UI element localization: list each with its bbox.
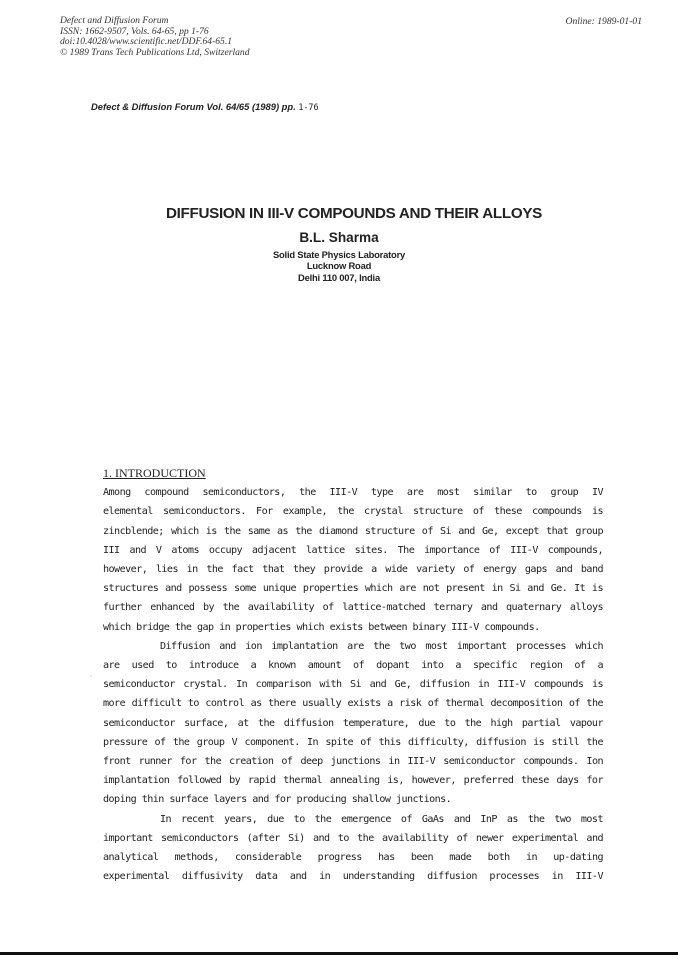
text-line: further enhanced by the availability of lattice-matched ternary and quaternary alloys — [103, 602, 603, 614]
paper-title: DIFFUSION IN III-V COMPOUNDS AND THEIR ALLOYS — [165, 205, 543, 222]
text-line: front runner for the creation of deep junctions in III-V semiconductor compounds. Ion — [103, 756, 603, 768]
text-line: important semiconductors (after Si) and to the availability of newer experimental and — [103, 832, 603, 844]
text-line: doping thin surface layers and for producing shallow junctions. — [103, 794, 452, 806]
section-heading: 1. INTRODUCTION — [103, 466, 206, 480]
title-block — [0, 205, 678, 283]
online-date: Online: 1989-01-01 — [565, 16, 642, 27]
citation-text: Defect & Diffusion Forum Vol. 64/65 (1989) pp. — [91, 101, 296, 112]
text-line: which bridge the gap in properties which exists between binary III-V compounds. — [103, 621, 540, 633]
text-line: pressure of the group V component. In spite of this difficulty, diffusion is still the — [103, 736, 603, 748]
text-line: more difficult to control as there usually exists a risk of thermal decomposition of the — [103, 698, 603, 710]
doi-line[interactable]: doi:10.4028/www.scientific.net/DDF.64-65.1 — [60, 36, 233, 48]
margin-mark: , — [90, 671, 92, 678]
text-line: In recent years, due to the emergence of GaAs and InP as the two most — [160, 813, 603, 825]
author-name: B.L. Sharma — [299, 230, 379, 245]
issn-line: ISSN: 1662-9507, Vols. 64-65, pp 1-76 — [60, 25, 209, 37]
copyright-line: © 1989 Trans Tech Publications Ltd, Switzerland — [60, 46, 250, 58]
text-line: analytical methods, considerable progress has been made both in up-dating — [103, 852, 603, 864]
text-line: Diffusion and ion implantation are the two most important processes which — [160, 640, 603, 652]
journal-citation — [91, 101, 319, 112]
text-line: zincblende; which is the same as the diamond structure of Si and Ge, except that group — [103, 525, 603, 537]
body-text — [103, 464, 603, 886]
text-line: Among compound semiconductors, the III-V type are most similar to group IV — [103, 487, 603, 499]
affiliation-line: Lucknow Road — [306, 260, 372, 272]
affiliation — [0, 249, 678, 283]
text-line: III and V atoms occupy adjacent lattice sites. The importance of III-V compounds, — [103, 544, 603, 556]
text-line: semiconductor surface, at the diffusion temperature, due to the high partial vapour — [103, 717, 603, 729]
affiliation-line: Delhi 110 007, India — [298, 271, 380, 283]
affiliation-line: Solid State Physics Laboratory — [272, 249, 406, 260]
text-line: elemental semiconductors. For example, the crystal structure of these compounds is — [103, 506, 603, 518]
journal-name: Defect and Diffusion Forum — [60, 15, 169, 26]
text-line: experimental diffusivity data and in understanding diffusion processes in III-V — [103, 871, 603, 883]
text-line: however, lies in the fact that they provide a wide variety of energy gaps and band — [103, 564, 603, 576]
citation-pages: 1-76 — [298, 102, 319, 112]
text-line: semiconductor crystal. In comparison with Si and Ge, diffusion in III-V compounds is — [103, 679, 603, 691]
text-line: structures and possess some unique properties which are not present in Si and Ge. It is — [103, 583, 603, 595]
page-bottom-rule — [0, 952, 678, 955]
publication-header — [60, 16, 250, 58]
text-line: are used to introduce a known amount of dopant into a specific region of a — [103, 660, 603, 672]
text-line: implantation followed by rapid thermal annealing is, however, preferred these days for — [103, 775, 603, 787]
